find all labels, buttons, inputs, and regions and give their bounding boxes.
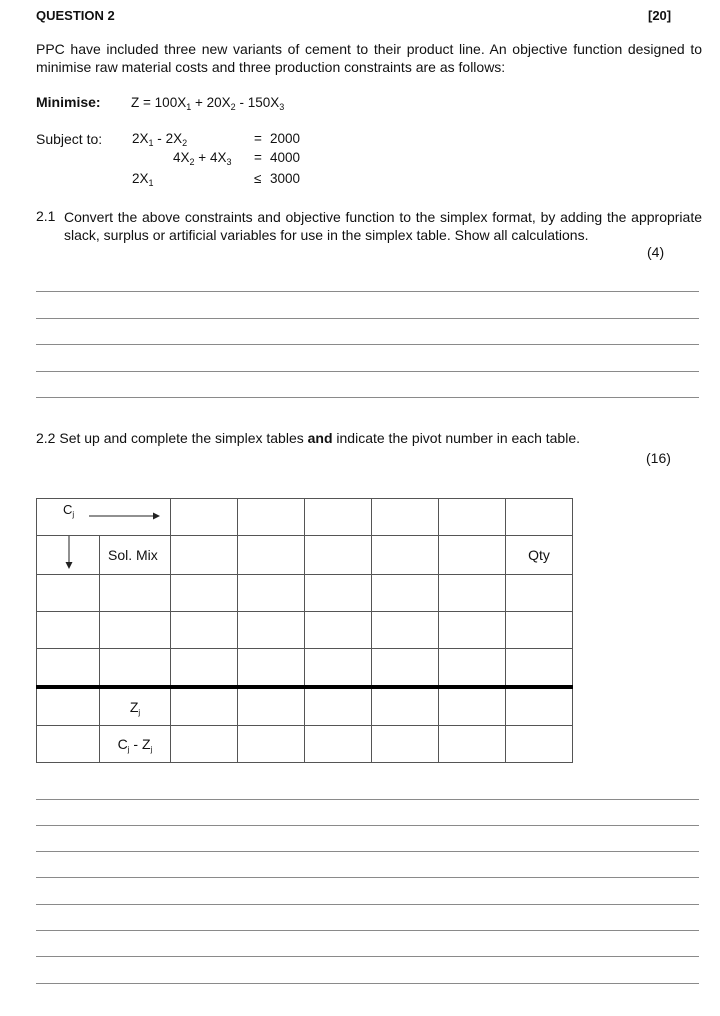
table-cell[interactable] <box>506 649 573 688</box>
c1-term-2: 2X <box>165 131 183 146</box>
objective-term-2: 20X <box>206 95 231 110</box>
table-cell[interactable] <box>238 612 305 649</box>
objective-sub-2: 2 <box>230 102 236 112</box>
objective-term-1: 100X <box>154 95 187 110</box>
objective-op-2: - <box>239 95 244 110</box>
objective-function <box>131 95 284 110</box>
subject-to-label: Subject to: <box>36 131 103 147</box>
table-cell[interactable] <box>305 536 372 575</box>
answer-line <box>36 344 699 345</box>
table-cell[interactable] <box>238 536 305 575</box>
table-cell[interactable] <box>238 499 305 536</box>
c3-term-1: 2X <box>132 171 149 186</box>
objective-sub-3: 3 <box>279 102 285 112</box>
c2-term-2: 4X <box>209 150 227 165</box>
objective-z: Z <box>131 95 140 110</box>
q21-number: 2.1 <box>36 208 56 224</box>
table-cell[interactable] <box>439 726 506 763</box>
simplex-table <box>36 498 573 763</box>
table-cell[interactable] <box>100 575 171 612</box>
answer-line <box>36 930 699 931</box>
table-cell[interactable] <box>372 612 439 649</box>
table-cell[interactable] <box>506 575 573 612</box>
arrow-down-icon <box>63 536 75 570</box>
table-cell[interactable] <box>372 536 439 575</box>
minimise-label: Minimise: <box>36 94 101 110</box>
constraint-1-rel: = <box>254 131 262 146</box>
constraint-1-lhs <box>132 131 187 146</box>
objective-term-3: 150X <box>247 95 280 110</box>
table-cell[interactable] <box>506 612 573 649</box>
q21-marks: (4) <box>647 244 665 260</box>
table-cell[interactable] <box>305 726 372 763</box>
constraint-3-lhs <box>132 171 154 186</box>
cj-label: $C_j$ <box>63 502 75 519</box>
table-cell[interactable] <box>439 499 506 536</box>
table-cell[interactable] <box>305 575 372 612</box>
table-cell[interactable] <box>372 575 439 612</box>
table-cell[interactable] <box>171 499 238 536</box>
sol-mix-header: Sol. Mix <box>100 536 171 575</box>
answer-line <box>36 318 699 319</box>
q21-text: Convert the above constraints and objective function to the simplex format, by adding the appropriate slack, surplus or artificial variables for use in the simplex table. Show all calculations. <box>64 209 702 243</box>
table-row <box>37 499 573 536</box>
c2-op: + <box>198 150 207 165</box>
table-cell[interactable] <box>238 726 305 763</box>
table-cell[interactable] <box>439 649 506 688</box>
table-cell[interactable] <box>305 612 372 649</box>
constraint-1-rhs: 2000 <box>270 131 301 146</box>
table-cell[interactable] <box>37 726 100 763</box>
table-cell[interactable] <box>305 499 372 536</box>
arrow-right-icon <box>89 510 161 522</box>
zj-label: $Z_j$ <box>100 687 171 726</box>
c1-sub-1: 1 <box>148 138 154 148</box>
table-cell[interactable] <box>37 687 100 726</box>
total-marks: [20] <box>648 8 672 23</box>
table-cell[interactable] <box>439 575 506 612</box>
table-row <box>37 612 573 649</box>
table-cell[interactable] <box>100 649 171 688</box>
c3-sub-1: 1 <box>148 178 154 188</box>
qty-header: Qty <box>506 536 573 575</box>
cj-header-cell <box>37 499 171 536</box>
c1-op: - <box>157 131 162 146</box>
constraint-2-rhs: 4000 <box>270 150 301 165</box>
table-cell[interactable] <box>305 687 372 726</box>
table-cell[interactable] <box>439 612 506 649</box>
answer-line <box>36 904 699 905</box>
cj-minus-zj-label: $C_j - Z_j$ <box>100 726 171 763</box>
constraint-3-rhs: 3000 <box>270 171 301 186</box>
table-cell[interactable] <box>37 612 100 649</box>
table-cell[interactable] <box>372 726 439 763</box>
table-cell[interactable] <box>100 612 171 649</box>
table-cell[interactable] <box>439 687 506 726</box>
table-cell[interactable] <box>372 649 439 688</box>
table-cell[interactable] <box>171 612 238 649</box>
answer-line <box>36 397 699 398</box>
table-row <box>37 575 573 612</box>
c2-sub-1: 2 <box>189 157 195 167</box>
table-cell[interactable] <box>238 649 305 688</box>
table-cell[interactable] <box>372 499 439 536</box>
q22-text-bold: and <box>307 430 333 446</box>
answer-line <box>36 291 699 292</box>
constraint-2-rel: = <box>254 150 262 165</box>
answer-line <box>36 371 699 372</box>
table-cell[interactable] <box>506 726 573 763</box>
answer-line <box>36 983 699 984</box>
table-cell[interactable] <box>171 687 238 726</box>
table-cell[interactable] <box>171 575 238 612</box>
question-title: QUESTION 2 <box>36 8 115 23</box>
q22-text-before: Set up and complete the simplex tables <box>59 430 304 446</box>
table-row <box>37 649 573 688</box>
table-cell[interactable] <box>238 687 305 726</box>
table-cell[interactable] <box>305 649 372 688</box>
c2-term-1: 4X <box>173 150 190 165</box>
q22-text-after: indicate the pivot number in each table. <box>336 430 581 446</box>
cj-zj-row <box>37 726 573 763</box>
table-cell[interactable] <box>171 536 238 575</box>
objective-op-1: + <box>194 95 203 110</box>
table-row <box>37 536 573 575</box>
answer-line <box>36 956 699 957</box>
zj-row <box>37 687 573 726</box>
q22-marks: (16) <box>646 450 671 466</box>
table-cell[interactable] <box>506 687 573 726</box>
table-cell[interactable] <box>37 575 100 612</box>
c1-sub-2: 2 <box>182 138 188 148</box>
table-cell[interactable] <box>439 536 506 575</box>
objective-eq: = <box>143 95 151 110</box>
objective-sub-1: 1 <box>186 102 192 112</box>
q22-text <box>36 430 580 446</box>
answer-line <box>36 877 699 878</box>
constraint-2-lhs <box>173 150 231 165</box>
q22-number: 2.2 <box>36 430 56 446</box>
table-cell[interactable] <box>171 726 238 763</box>
answer-line <box>36 825 699 826</box>
table-cell[interactable] <box>37 649 100 688</box>
table-cell[interactable] <box>238 575 305 612</box>
table-cell[interactable] <box>506 499 573 536</box>
table-cell[interactable] <box>171 649 238 688</box>
constraint-3-rel: ≤ <box>254 171 262 186</box>
c2-sub-2: 3 <box>226 157 232 167</box>
table-cell[interactable] <box>372 687 439 726</box>
intro-paragraph: PPC have included three new variants of cement to their product line. An objective function designed to minimise raw material costs and three production constraints are as follows: <box>36 41 702 75</box>
c1-term-1: 2X <box>132 131 149 146</box>
answer-line <box>36 851 699 852</box>
answer-line <box>36 799 699 800</box>
cj-arrow-cell <box>37 536 100 575</box>
